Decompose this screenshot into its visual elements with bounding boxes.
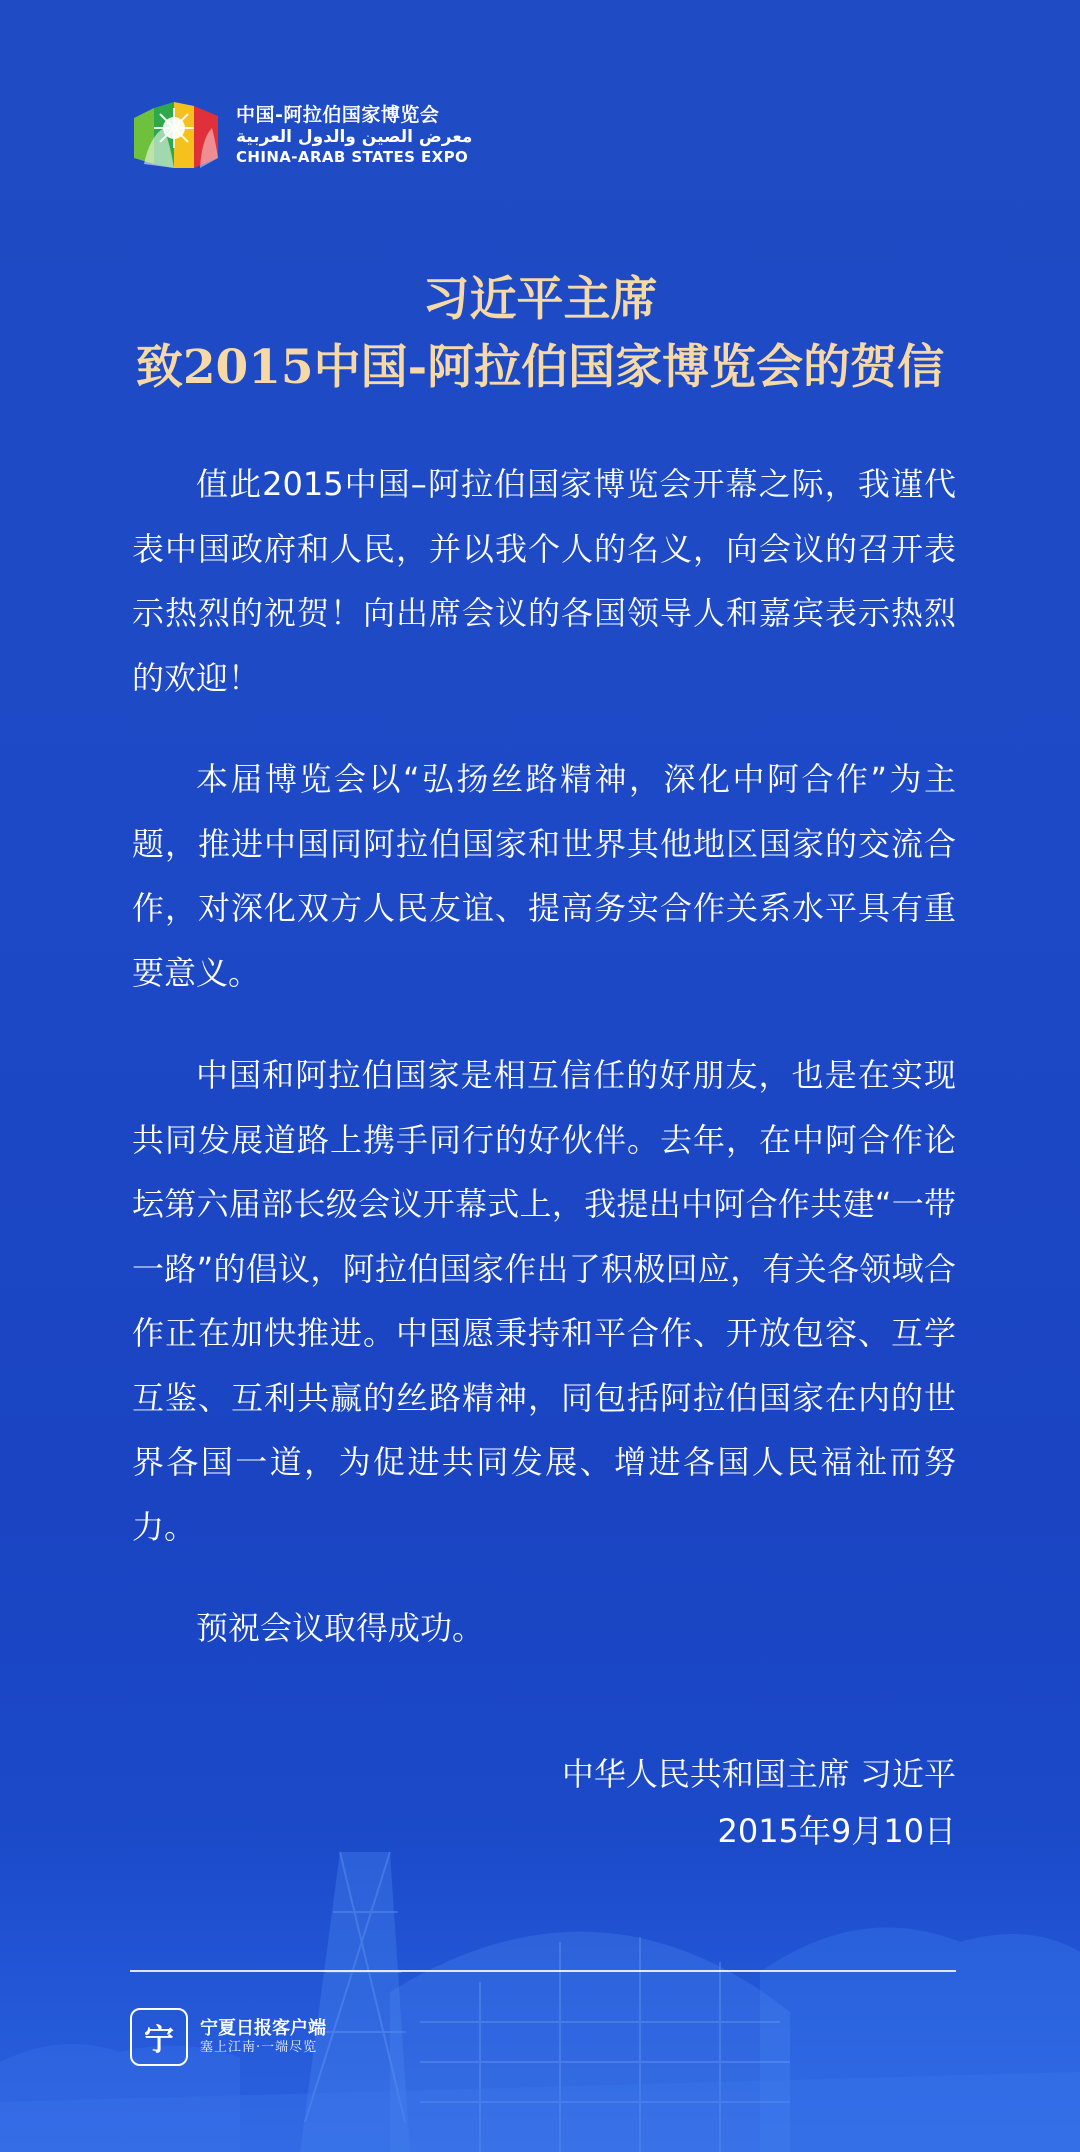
expo-building-background [0,1822,1080,2152]
page-title-line-2: 致2015中国-阿拉伯国家博览会的贺信 [135,340,945,395]
footer-brand [130,2008,326,2066]
letter-paragraph-2 [132,747,956,1005]
letter-paragraph-1 [132,452,956,710]
footer-divider [130,1970,956,1972]
letter-paragraph-4 [132,1596,956,1661]
footer-app-name: 宁夏日报客户端 [200,2017,326,2039]
expo-emblem-icon [130,98,222,172]
logo-arabic-name: معرض الصين والدول العربية [236,127,473,148]
expo-logo-text [236,104,472,165]
footer-text [200,2018,326,2057]
signature-date: 2015年9月10日 [717,1812,956,1850]
expo-logo [130,98,472,172]
footer-slogan: 塞上江南·一端尽览 [200,2040,318,2056]
signature-name: 中华人民共和国主席 习近平 [561,1755,956,1793]
paragraph-text: 中国和阿拉伯国家是相互信任的好朋友，也是在实现共同发展道路上携手同行的好伙伴。去年，在中阿合作论坛第六届部长级会议开幕式上，我提出中阿合作共建“一带一路”的倡议，阿拉伯国家作出了积极回应，有关各领域合作正在加快推进。中国愿秉持和平合作、开放包容、互学互鉴、互利共赢的丝路精神，同包括阿拉伯国家在内的世界各国一道，为促进共同发展、增进各国人民福祉而努力。 [132,1056,956,1546]
letter-paragraph-3 [132,1043,956,1559]
ningxia-daily-app-icon: 宁 [130,2008,188,2066]
paragraph-text: 值此2015中国–阿拉伯国家博览会开幕之际，我谨代表中国政府和人民，并以我个人的名义，向会议的召开表示热烈的祝贺！向出席会议的各国领导人和嘉宾表示热烈的欢迎！ [132,465,956,697]
logo-chinese-name: 中国-阿拉伯国家博览会 [236,104,440,127]
page-title-line-1: 习近平主席 [422,272,658,327]
paragraph-text: 本届博览会以“弘扬丝路精神，深化中阿合作”为主题，推进中国同阿拉伯国家和世界其他地区国家的交流合作，对深化双方人民友谊、提高务实合作关系水平具有重要意义。 [132,760,956,992]
paragraph-text: 预祝会议取得成功。 [196,1609,485,1647]
logo-english-name: CHINA-ARAB STATES EXPO [236,147,469,166]
